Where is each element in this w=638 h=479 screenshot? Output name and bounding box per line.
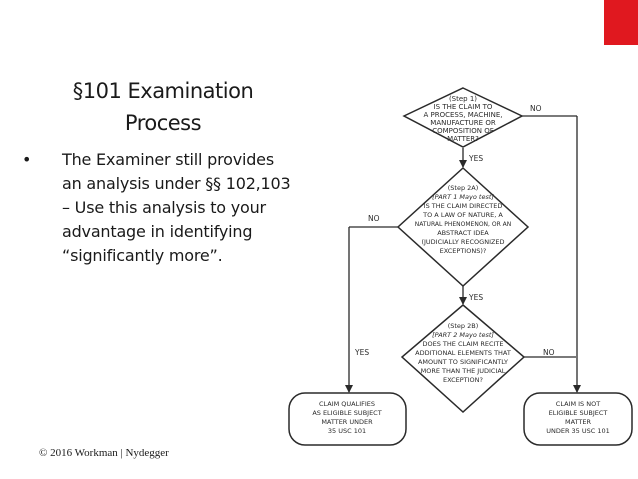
step1-line-3: A PROCESS, MACHINE, [423,111,503,119]
step2b-line-5: AMOUNT TO SIGNIFICANTLY [417,358,509,366]
step2a-yes-label: YES [469,293,484,302]
step2a-line-1: (Step 2A) [447,184,479,192]
step2a-no-label: NO [368,214,380,223]
qualifies-line-1: CLAIM QUALIFIES [318,400,376,408]
not-eligible-line-1: CLAIM IS NOT [555,400,601,408]
step2b-line-1: (Step 2B) [447,322,479,330]
step2a-line-8: EXCEPTIONS)? [439,247,487,255]
step1-line-6: MATTER? [447,135,479,143]
step1-line-4: MANUFACTURE OR [430,119,496,127]
step2b-line-2: [PART 2 Mayo test] [432,331,494,339]
qualifies-line-4: 35 USC 101 [327,427,367,435]
not-eligible-line-3: MATTER [565,418,591,426]
step2b-line-4: ADDITIONAL ELEMENTS THAT [415,349,511,357]
step2a-line-7: (JUDICIALLY RECOGNIZED [421,238,505,246]
step1-yes-label: YES [469,154,484,163]
step1-line-2: IS THE CLAIM TO [433,103,493,111]
bullet-line-4: advantage in identifying [62,222,253,241]
step2b-yes-label: YES [355,348,370,357]
qualifies-line-2: AS ELIGIBLE SUBJECT [312,409,382,417]
bullet-line-1: The Examiner still provides [62,150,274,169]
bullet-dot-icon: • [22,150,32,169]
step1-no-label: NO [530,104,542,113]
step2b-line-7: EXCEPTION? [443,376,483,384]
qualifies-line-3: MATTER UNDER [321,418,373,426]
step1-line-1: (Step 1) [448,95,478,103]
bullet-line-3: – Use this analysis to your [62,198,266,217]
not-eligible-line-4: UNDER 35 USC 101 [546,427,610,435]
step1-line-5: COMPOSITION OF [432,127,494,135]
footer-copyright: © 2016 Workman | Nydegger [39,447,169,459]
step2a-line-3: IS THE CLAIM DIRECTED [423,202,503,210]
title-line-1: §101 Examination [72,79,254,103]
step2b-no-label: NO [543,348,555,357]
step2b-line-6: MORE THAN THE JUDICIAL [420,367,506,375]
step2a-line-2: [PART 1 Mayo test] [432,193,494,201]
bullet-line-2: an analysis under §§ 102,103 [62,174,291,193]
step2a-line-4: TO A LAW OF NATURE, A [423,211,503,219]
step2b-line-3: DOES THE CLAIM RECITE [422,340,504,348]
bullet-line-5: “significantly more”. [62,246,223,265]
not-eligible-line-2: ELIGIBLE SUBJECT [548,409,608,417]
step2b-text [415,322,511,384]
step1-text [423,95,502,143]
step2a-line-6: ABSTRACT IDEA [437,229,489,237]
step2a-line-5: NATURAL PHENOMENON, OR AN [414,221,512,228]
title-line-2: Process [124,111,202,135]
